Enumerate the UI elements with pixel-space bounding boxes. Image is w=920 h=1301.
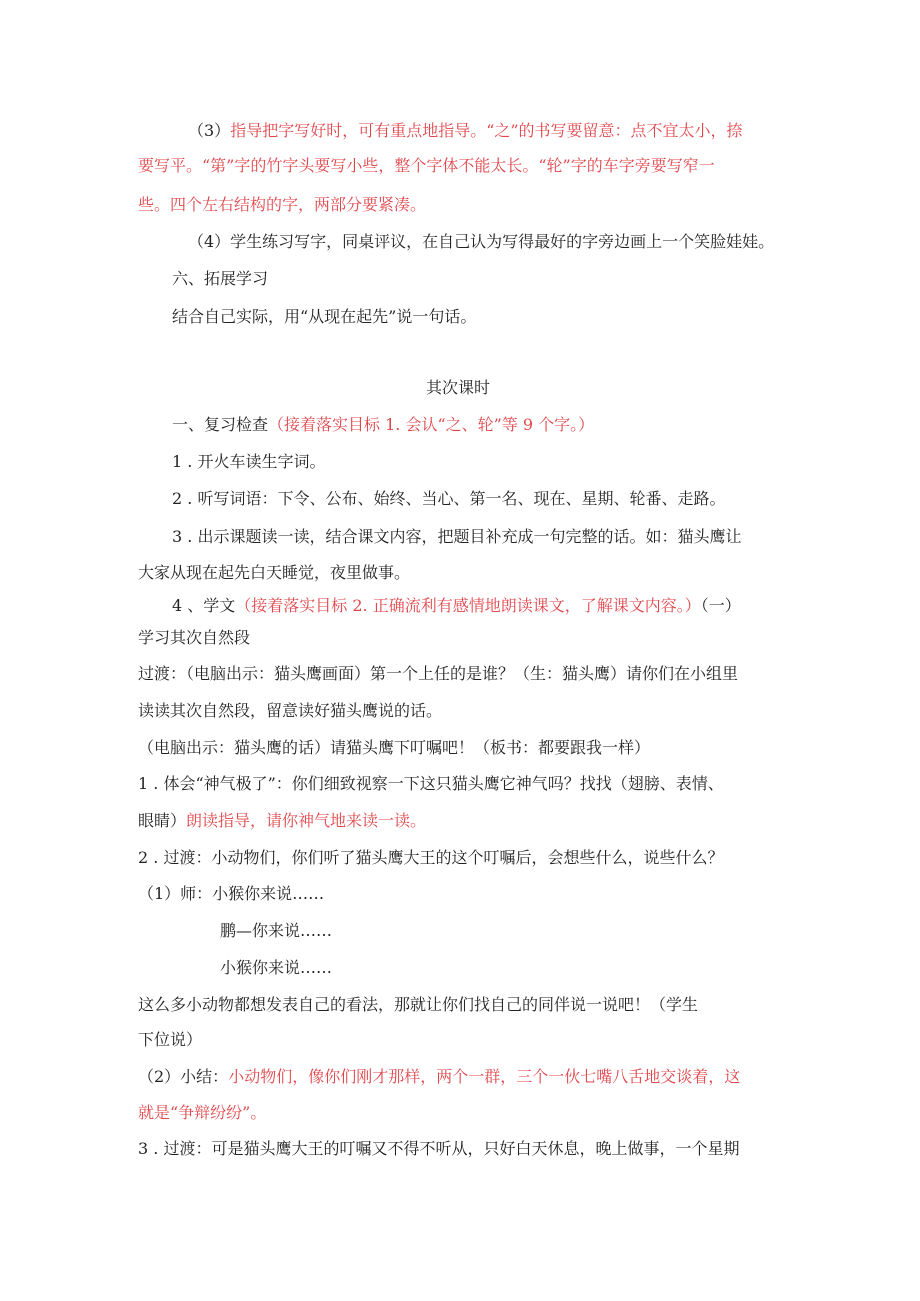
list-item-3-line-2: 大家从现在起先白天睡觉，夜里做事。 (138, 563, 411, 582)
review-heading-label: 一、复习检查 (172, 415, 269, 434)
experience-1-red: 朗读指导，请你神气地来读一读。 (186, 811, 427, 830)
guide-text-red: 指导把字写好时，可有重点地指导。“之”的书写要留意：点不宜太小，捺 (230, 121, 743, 140)
list-item-4-line-2: 学习其次自然段 (138, 628, 251, 647)
section-extension-text: 结合自己实际，用“从现在起先”说一句话。 (172, 307, 477, 326)
review-goal-red: （接着落实目标 1. 会认“之、轮”等 9 个字。） (268, 415, 595, 434)
transition-line-2: 读读其次自然段，留意读好猫头鹰说的话。 (138, 701, 443, 720)
list-item-4-suffix: （一） (700, 596, 741, 615)
paragraph-guide-3-line-1 (188, 121, 743, 141)
teacher-line-3: 小猴你来说…… (220, 958, 333, 977)
experience-3: 3 . 过渡：可是猫头鹰大王的叮嘱又不得不听从，只好白天休息，晚上做事，一个星期 (138, 1139, 740, 1158)
experience-1-black: 眼睛） (138, 811, 187, 830)
paragraph-number: （3） (188, 121, 231, 140)
summary-red-1: 小动物们，像你们刚才那样，两个一群，三个一伙七嘴八舌地交谈着，这 (228, 1067, 741, 1086)
experience-2: 2 . 过渡：小动物们，你们听了猫头鹰大王的这个叮嘱后，会想些什么，说些什么？ (138, 848, 724, 867)
experience-1-line-2 (138, 811, 426, 831)
list-item-4-goal-red: （接着落实目标 2. 正确流利有感情地朗读课文，了解课文内容。） (235, 596, 701, 615)
summary-line-1 (138, 1067, 740, 1087)
list-item-4-line-1 (172, 596, 741, 616)
section-heading-extension: 六、拓展学习 (172, 269, 269, 288)
list-item-4-prefix: 4 、学文 (172, 596, 236, 615)
summary-label: （2）小结： (138, 1067, 229, 1086)
summary-line-2: 就是“争辩纷纷”。 (138, 1103, 267, 1122)
paragraph-practice-4: （4）学生练习写字，同桌评议，在自己认为写得最好的字旁边画上一个笑脸娃娃。 (188, 232, 775, 251)
transition-line-1: 过渡：（电脑出示：猫头鹰画面）第一个上任的是谁？（生：猫头鹰）请你们在小组里 (138, 664, 739, 683)
computer-show-line: （电脑出示：猫头鹰的话）请猫头鹰下叮嘱吧！（板书：都要跟我一样） (138, 738, 651, 757)
review-heading (172, 415, 594, 435)
teacher-line-2: 鹏—你来说…… (220, 921, 333, 940)
list-item-1: 1 . 开火车读生字词。 (172, 452, 326, 471)
experience-1-line-1: 1 . 体会“神气极了”：你们细致视察一下这只猫头鹰它神气吗？找找（翅膀、表情、 (138, 774, 724, 793)
list-item-2: 2 . 听写词语：下令、公布、始终、当心、第一名、现在、星期、轮番、走路。 (172, 489, 726, 508)
lesson-title: 其次课时 (426, 378, 491, 397)
list-item-3-line-1: 3 . 出示课题读一读，结合课文内容，把题目补充成一句完整的话。如：猫头鹰让 (172, 527, 742, 546)
paragraph-guide-3-line-2: 要写平。“第”字的竹字头要写小些，整个字体不能太长。“轮”字的车字旁要写窄一 (138, 156, 715, 175)
many-animals-line-1: 这么多小动物都想发表自己的看法，那就让你们找自己的同伴说一说吧！（学生 (138, 995, 699, 1014)
many-animals-line-2: 下位说） (138, 1030, 203, 1049)
paragraph-guide-3-line-3: 些。四个左右结构的字，两部分要紧凑。 (138, 195, 427, 214)
teacher-line-1: （1）师：小猴你来说…… (138, 884, 325, 903)
